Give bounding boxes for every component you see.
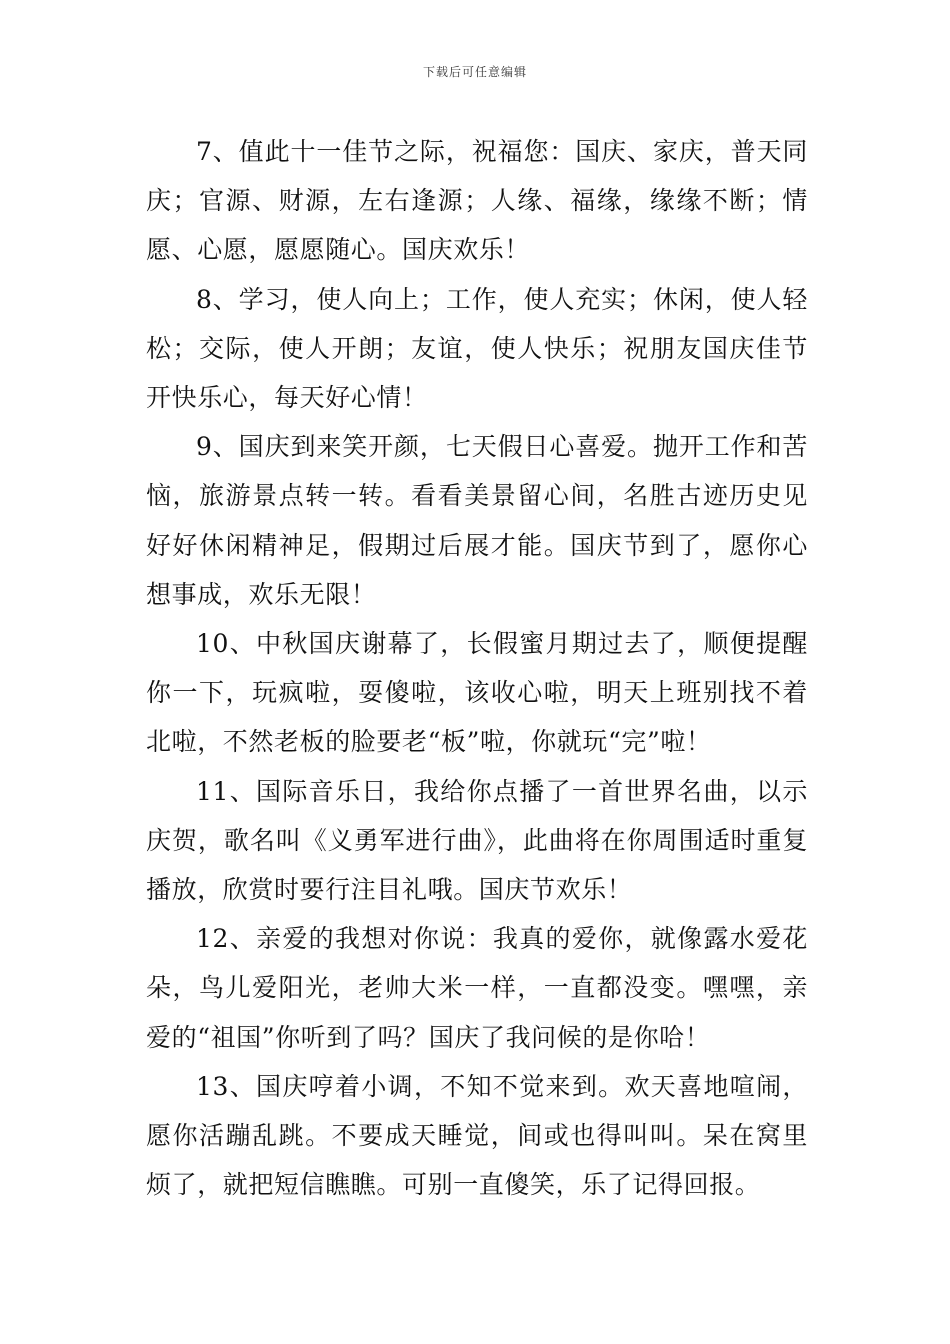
paragraph-7: 7、值此十一佳节之际，祝福您：国庆、家庆，普天同庆；官源、财源，左右逢源；人缘、福缘，缘缘不断；情愿、心愿，愿愿随心。国庆欢乐！ — [146, 137, 808, 265]
paragraph-8: 8、学习，使人向上；工作，使人充实；休闲，使人轻松；交际，使人开朗；友谊，使人快乐；祝朋友国庆佳节开快乐心，每天好心情！ — [146, 284, 808, 413]
paragraph-13: 13、国庆哼着小调，不知不觉来到。欢天喜地喧闹，愿你活蹦乱跳。不要成天睡觉，间或也得叫叫。呆在窝里烦了，就把短信瞧瞧。可别一直傻笑，乐了记得回报。 — [146, 1071, 808, 1200]
document-body — [146, 127, 808, 1209]
page-header: 下载后可任意编辑 — [422, 65, 527, 79]
paragraph-10: 10、中秋国庆谢幕了，长假蜜月期过去了，顺便提醒你一下，玩疯啦，耍傻啦，该收心啦，明天上班别找不着北啦，不然老板的脸要老“板”啦，你就玩“完”啦！ — [146, 629, 808, 757]
paragraph-9: 9、国庆到来笑开颜，七天假日心喜爱。抛开工作和苦恼，旅游景点转一转。看看美景留心间，名胜古迹历史见好好休闲精神足，假期过后展才能。国庆节到了，愿你心想事成，欢乐无限！ — [146, 432, 808, 609]
paragraph-11: 11、国际音乐日，我给你点播了一首世界名曲，以示庆贺，歌名叫《义勇军进行曲》，此曲将在你周围适时重复播放，欣赏时要行注目礼哦。国庆节欢乐！ — [146, 776, 808, 905]
paragraph-12: 12、亲爱的我想对你说：我真的爱你，就像露水爱花朵，鸟儿爱阳光，老帅大米一样，一直都没变。嘿嘿，亲爱的“祖国”你听到了吗？国庆了我问候的是你哈！ — [146, 924, 808, 1052]
